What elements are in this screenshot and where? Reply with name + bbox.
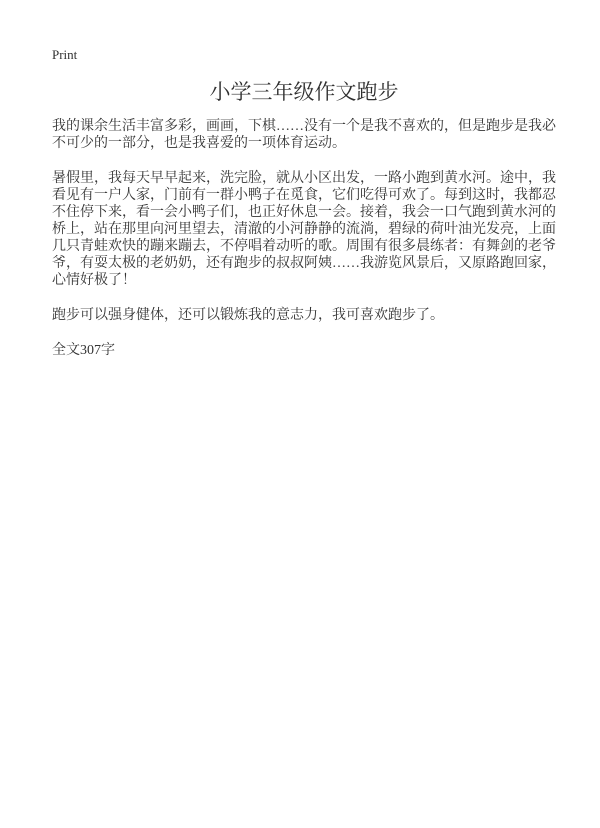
essay-paragraph-2: 暑假里，我每天早早起来，洗完脸，就从小区出发，一路小跑到黄水河。途中，我看见有一户人家，门前有一群小鸭子在觅食，它们吃得可欢了。每到这时，我都忍不住停下来，看一会小鸭子们，也正好休息一会。接着，我会一口气跑到黄水河的桥上，站在那里向河里望去，清澈的小河静静的流淌，碧绿的荷叶油光发亮，上面几只青蛙欢快的蹦来蹦去，不停唱着动听的歌。周围有很多晨练者：有舞剑的老爷爷，有耍太极的老奶奶，还有跑步的叔叔阿姨……我游览风景后，又原路跑回家，心情好极了！ (52, 171, 556, 288)
essay-paragraph-3: 跑步可以强身健体，还可以锻炼我的意志力，我可喜欢跑步了。 (52, 308, 444, 323)
word-count-note: 全文307字 (52, 343, 115, 358)
essay-paragraph-1: 我的课余生活丰富多彩，画画，下棋……没有一个是我不喜欢的，但是跑步是我必不可少的一部分，也是我喜爱的一项体育运动。 (52, 119, 556, 151)
page-title: 小学三年级作文跑步 (209, 80, 399, 104)
print-button[interactable]: Print (52, 47, 78, 62)
